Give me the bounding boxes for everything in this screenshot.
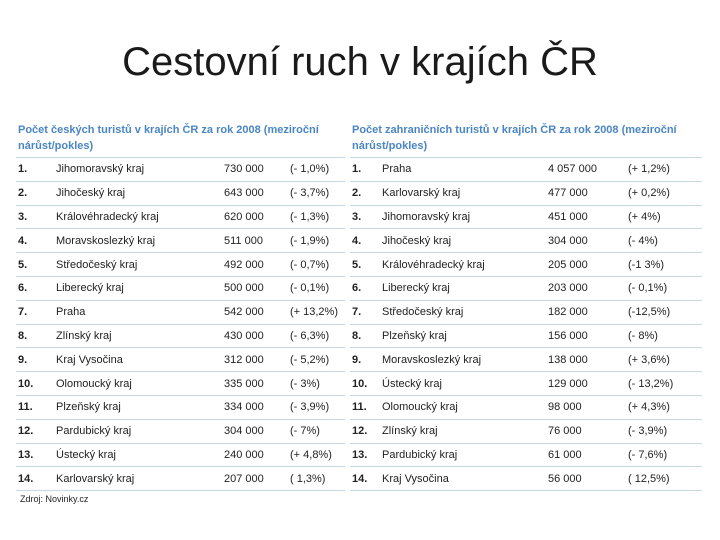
rank-cell: 2.	[16, 181, 54, 205]
count-cell: 620 000	[222, 205, 288, 229]
region-cell: Královéhradecký kraj	[380, 253, 546, 277]
rank-cell: 7.	[16, 300, 54, 324]
domestic-table-header: Počet českých turistů v krajích ČR za rok 2008 (meziroční nárůst/pokles)	[16, 118, 345, 158]
count-cell: 205 000	[546, 253, 626, 277]
change-cell: (- 5,2%)	[288, 348, 345, 372]
table-row	[16, 205, 345, 229]
region-cell: Kraj Vysočina	[54, 348, 222, 372]
rank-cell: 2.	[350, 181, 380, 205]
count-cell: 643 000	[222, 181, 288, 205]
region-cell: Jihomoravský kraj	[54, 158, 222, 181]
foreign-tourists-table	[350, 118, 702, 491]
rank-cell: 10.	[16, 372, 54, 396]
change-cell: (- 4%)	[626, 229, 702, 253]
count-cell: 730 000	[222, 158, 288, 181]
domestic-tourists-table	[16, 118, 345, 491]
table-row	[16, 395, 345, 419]
region-cell: Moravskoslezký kraj	[380, 348, 546, 372]
count-cell: 304 000	[222, 419, 288, 443]
region-cell: Středočeský kraj	[380, 300, 546, 324]
change-cell: (+ 4%)	[626, 205, 702, 229]
count-cell: 240 000	[222, 443, 288, 467]
region-cell: Zlínský kraj	[380, 419, 546, 443]
change-cell: (- 7%)	[288, 419, 345, 443]
region-cell: Olomoucký kraj	[380, 395, 546, 419]
rank-cell: 4.	[350, 229, 380, 253]
count-cell: 304 000	[546, 229, 626, 253]
rank-cell: 8.	[16, 324, 54, 348]
domestic-table-body	[16, 158, 345, 491]
count-cell: 156 000	[546, 324, 626, 348]
rank-cell: 5.	[350, 253, 380, 277]
change-cell: ( 12,5%)	[626, 467, 702, 491]
change-cell: (+ 13,2%)	[288, 300, 345, 324]
region-cell: Pardubický kraj	[54, 419, 222, 443]
table-row	[16, 419, 345, 443]
rank-cell: 14.	[16, 467, 54, 491]
slide-title: Cestovní ruch v krajích ČR	[122, 40, 598, 84]
count-cell: 76 000	[546, 419, 626, 443]
change-cell: (- 3,9%)	[626, 419, 702, 443]
region-cell: Olomoucký kraj	[54, 372, 222, 396]
count-cell: 312 000	[222, 348, 288, 372]
count-cell: 500 000	[222, 276, 288, 300]
table-row	[350, 395, 702, 419]
rank-cell: 11.	[350, 395, 380, 419]
region-cell: Praha	[380, 158, 546, 181]
change-cell: (- 0,1%)	[626, 276, 702, 300]
rank-cell: 13.	[350, 443, 380, 467]
change-cell: (- 6,3%)	[288, 324, 345, 348]
domestic-table	[16, 158, 345, 491]
region-cell: Liberecký kraj	[380, 276, 546, 300]
region-cell: Jihomoravský kraj	[380, 205, 546, 229]
table-row	[350, 372, 702, 396]
rank-cell: 7.	[350, 300, 380, 324]
region-cell: Moravskoslezký kraj	[54, 229, 222, 253]
change-cell: (- 1,0%)	[288, 158, 345, 181]
region-cell: Pardubický kraj	[380, 443, 546, 467]
foreign-table-body	[350, 158, 702, 491]
foreign-table-header: Počet zahraničních turistů v krajích ČR za rok 2008 (meziroční nárůst/pokles)	[350, 118, 702, 158]
table-row	[16, 181, 345, 205]
rank-cell: 10.	[350, 372, 380, 396]
table-row	[16, 276, 345, 300]
region-cell: Ústecký kraj	[54, 443, 222, 467]
count-cell: 430 000	[222, 324, 288, 348]
count-cell: 451 000	[546, 205, 626, 229]
change-cell: (+ 0,2%)	[626, 181, 702, 205]
table-row	[350, 205, 702, 229]
count-cell: 335 000	[222, 372, 288, 396]
count-cell: 98 000	[546, 395, 626, 419]
region-cell: Plzeňský kraj	[380, 324, 546, 348]
count-cell: 203 000	[546, 276, 626, 300]
count-cell: 477 000	[546, 181, 626, 205]
rank-cell: 9.	[16, 348, 54, 372]
change-cell: (+ 4,8%)	[288, 443, 345, 467]
count-cell: 492 000	[222, 253, 288, 277]
change-cell: (- 7,6%)	[626, 443, 702, 467]
rank-cell: 13.	[16, 443, 54, 467]
count-cell: 4 057 000	[546, 158, 626, 181]
rank-cell: 4.	[16, 229, 54, 253]
change-cell: (-1 3%)	[626, 253, 702, 277]
table-row	[350, 229, 702, 253]
region-cell: Liberecký kraj	[54, 276, 222, 300]
table-row	[16, 158, 345, 181]
change-cell: (- 3,9%)	[288, 395, 345, 419]
change-cell: (- 1,9%)	[288, 229, 345, 253]
rank-cell: 14.	[350, 467, 380, 491]
table-row	[16, 229, 345, 253]
count-cell: 542 000	[222, 300, 288, 324]
rank-cell: 12.	[350, 419, 380, 443]
rank-cell: 6.	[350, 276, 380, 300]
change-cell: (- 3%)	[288, 372, 345, 396]
region-cell: Středočeský kraj	[54, 253, 222, 277]
count-cell: 138 000	[546, 348, 626, 372]
change-cell: (- 0,1%)	[288, 276, 345, 300]
table-row	[350, 253, 702, 277]
table-row	[350, 443, 702, 467]
rank-cell: 3.	[16, 205, 54, 229]
change-cell: (-12,5%)	[626, 300, 702, 324]
table-row	[350, 419, 702, 443]
change-cell: (- 3,7%)	[288, 181, 345, 205]
rank-cell: 1.	[16, 158, 54, 181]
region-cell: Plzeňský kraj	[54, 395, 222, 419]
count-cell: 207 000	[222, 467, 288, 491]
region-cell: Ústecký kraj	[380, 372, 546, 396]
change-cell: (- 1,3%)	[288, 205, 345, 229]
table-row	[350, 158, 702, 181]
rank-cell: 12.	[16, 419, 54, 443]
region-cell: Karlovarský kraj	[54, 467, 222, 491]
region-cell: Zlínský kraj	[54, 324, 222, 348]
rank-cell: 1.	[350, 158, 380, 181]
table-row	[16, 467, 345, 491]
foreign-table	[350, 158, 702, 491]
count-cell: 61 000	[546, 443, 626, 467]
region-cell: Kraj Vysočina	[380, 467, 546, 491]
rank-cell: 6.	[16, 276, 54, 300]
table-row	[350, 300, 702, 324]
count-cell: 56 000	[546, 467, 626, 491]
rank-cell: 11.	[16, 395, 54, 419]
region-cell: Praha	[54, 300, 222, 324]
table-row	[350, 348, 702, 372]
table-row	[16, 443, 345, 467]
table-row	[16, 300, 345, 324]
change-cell: (- 8%)	[626, 324, 702, 348]
table-row	[16, 253, 345, 277]
rank-cell: 9.	[350, 348, 380, 372]
count-cell: 129 000	[546, 372, 626, 396]
count-cell: 334 000	[222, 395, 288, 419]
count-cell: 182 000	[546, 300, 626, 324]
table-row	[350, 276, 702, 300]
change-cell: (+ 4,3%)	[626, 395, 702, 419]
change-cell: (- 0,7%)	[288, 253, 345, 277]
table-row	[350, 181, 702, 205]
change-cell: (+ 1,2%)	[626, 158, 702, 181]
region-cell: Jihočeský kraj	[380, 229, 546, 253]
rank-cell: 8.	[350, 324, 380, 348]
source-note: Zdroj: Novinky.cz	[20, 494, 89, 504]
region-cell: Jihočeský kraj	[54, 181, 222, 205]
change-cell: (- 13,2%)	[626, 372, 702, 396]
rank-cell: 5.	[16, 253, 54, 277]
table-row	[350, 467, 702, 491]
region-cell: Královéhradecký kraj	[54, 205, 222, 229]
change-cell: ( 1,3%)	[288, 467, 345, 491]
count-cell: 511 000	[222, 229, 288, 253]
region-cell: Karlovarský kraj	[380, 181, 546, 205]
table-row	[16, 324, 345, 348]
table-row	[350, 324, 702, 348]
table-row	[16, 348, 345, 372]
rank-cell: 3.	[350, 205, 380, 229]
table-row	[16, 372, 345, 396]
change-cell: (+ 3,6%)	[626, 348, 702, 372]
